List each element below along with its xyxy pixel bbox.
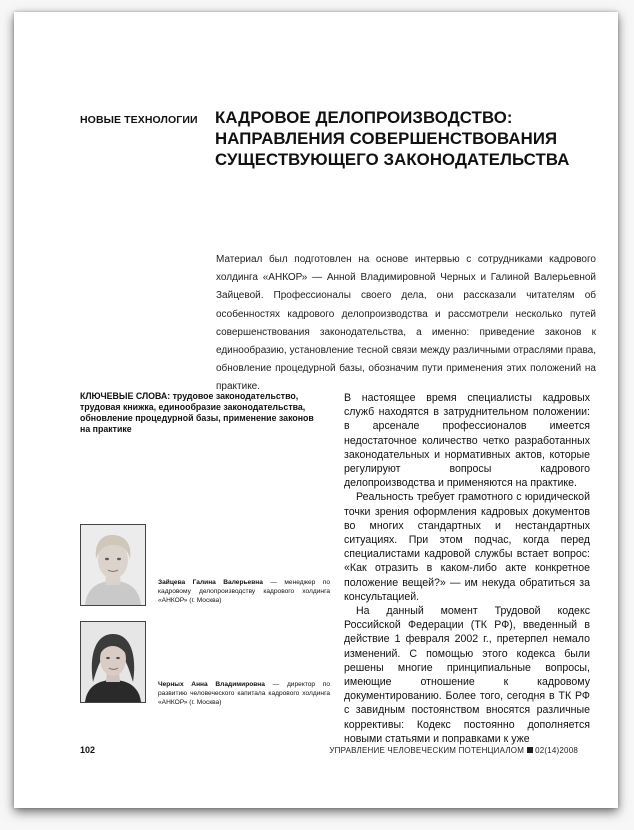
author-caption [158,680,330,708]
article-body [344,391,590,746]
body-paragraph: На данный момент Трудовой кодекс Российской Федерации (ТК РФ), введенный в действие 1 февраля 2002 г., претерпел немало изменений. С помощью этого кодекса были решены многие принципиальные вопросы, имеющие отношение к кадровому документированию. Более того, сегодня в ТК РФ с завидным постоянством вносятся различные коррективы: Кодекс постоянно дополняется новыми статьями и поправками к уже [344,605,590,745]
keywords-text: трудовое законодательство, трудовая книжка, единообразие законодательства, обновление процедурной базы, применение законов на практике [80,391,314,434]
square-bullet-icon [527,747,533,753]
author-photo-chernykh [80,621,146,703]
title-line: СУЩЕСТВУЮЩЕГО ЗАКОНОДАТЕЛЬСТВА [215,150,570,169]
author-caption [158,578,330,606]
magazine-page [14,12,618,808]
author-description: — директор по развитию человеческого капитала кадрового холдинга «АНКОР» (г. Москва) [158,681,330,707]
page-number: 102 [80,745,96,755]
body-paragraph: Реальность требует грамотного с юридической точки зрения оформления кадровых документов во многих стандартных и нестандартных ситуациях. При этом подчас, когда перед специалистами кадровой службы встает вопрос: «Как отразить в каком-либо акте конкретное положение вещей?» — им некуда обратиться за консультацией. [344,491,590,603]
author-photo-zaitseva [80,524,146,606]
body-paragraph: В настоящее время специалисты кадровых служб находятся в затруднительном положении: в арсенале профессионалов имеется недостаточное количество четко разработанных законодательных и нормативных актов, которые регулируют вопросы кадрового делопроизводства и применяются на практике. [344,392,590,490]
keywords-block [80,391,324,435]
title-line: КАДРОВОЕ ДЕЛОПРОИЗВОДСТВО: [215,108,513,127]
journal-footer [329,746,578,755]
author-name: Зайцева Галина Валерьевна [158,579,263,586]
article-title [215,107,615,170]
author-description: — менеджер по кадровому делопроизводству кадрового холдинга «АНКОР» (г. Москва) [158,579,330,605]
keywords-label: КЛЮЧЕВЫЕ СЛОВА: [80,391,171,401]
title-line: НАПРАВЛЕНИЯ СОВЕРШЕНСТВОВАНИЯ [215,129,558,148]
section-label: НОВЫЕ ТЕХНОЛОГИИ [80,114,198,126]
journal-name: УПРАВЛЕНИЕ ЧЕЛОВЕЧЕСКИМ ПОТЕНЦИАЛОМ [329,746,525,755]
journal-issue: 02(14)2008 [535,746,578,755]
article-lead: Материал был подготовлен на основе интервью с сотрудниками кадрового холдинга «АНКОР» — Анной Владимировной Черных и Галиной Валерьевной Зайцевой. Профессионалы своего дела, они рассказали читателям об особенностях кадрового делопроизводства и рассмотрели несколько путей совершенствования законодательства, а именно: приведение законов к единообразию, установление тесной связи между различными отраслями права, обновление процедурной базы, обозначим пути применения этих положений на практике. [216,254,596,393]
author-name: Черных Анна Владимировна [158,681,265,688]
